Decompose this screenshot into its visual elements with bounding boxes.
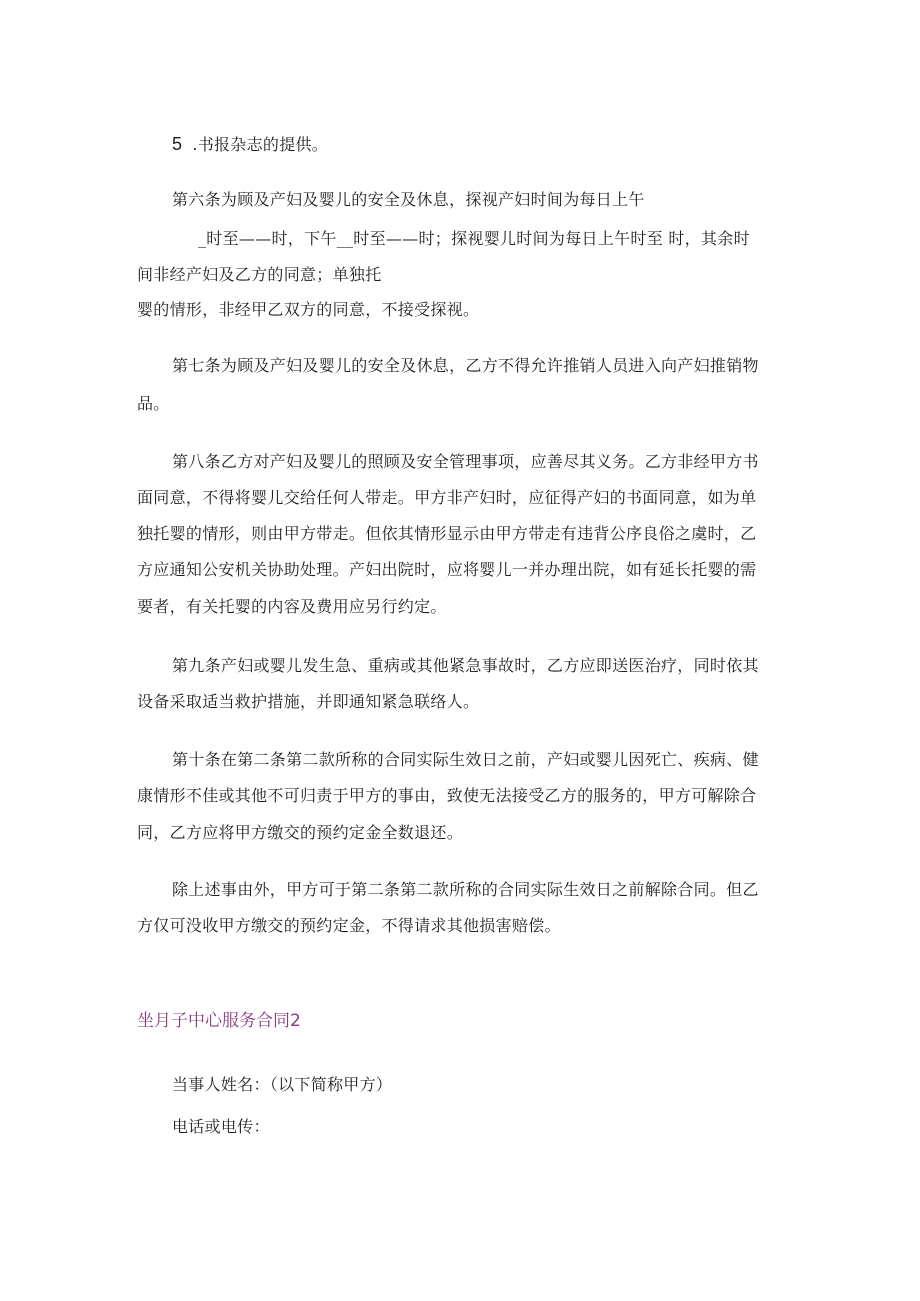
article-8-line-1: 第八条乙方对产妇及婴儿的照顾及安全管理事项，应善尽其义务。乙方非经甲方书 <box>172 452 759 471</box>
article-7-line-2: 品。 <box>137 394 170 413</box>
item-5-number: 5 <box>172 134 183 154</box>
article-7-line-1: 第七条为顾及产妇及婴儿的安全及休息，乙方不得允许推销人员进入向产妇推销物 <box>172 356 759 375</box>
article-6-line-1: 第六条为顾及产妇及婴儿的安全及休息，探视产妇时间为每日上午 <box>172 190 645 209</box>
article-8-line-3: 独托婴的情形，则由甲方带走。但依其情形显示由甲方带走有违背公序良俗之虞时，乙 <box>137 524 757 543</box>
article-8-line-2: 面同意，不得将婴儿交给任何人带走。甲方非产妇时，应征得产妇的书面同意，如为单 <box>137 488 757 507</box>
party-phone-label: 电话或电传： <box>172 1117 270 1136</box>
contract-2-heading: 坐月子中心服务合同2 <box>137 1011 301 1031</box>
article-9-line-2: 设备采取适当救护措施，并即通知紧急联络人。 <box>137 692 480 711</box>
article-8-line-5: 要者，有关托婴的内容及费用应另行约定。 <box>137 597 447 616</box>
article-8-line-4: 方应通知公安机关协助处理。产妇出院时，应将婴儿一并办理出院，如有延长托婴的需 <box>137 560 757 579</box>
article-10-line-3: 同，乙方应将甲方缴交的预约定金全数退还。 <box>137 823 464 842</box>
article-10-line-2: 康情形不佳或其他不可归责于甲方的事由，致使无法接受乙方的服务的，甲方可解除合 <box>137 786 757 805</box>
article-6-line-2: _时至——时，下午__时至——时；探视婴儿时间为每日上午时至 时，其余时 <box>198 229 750 248</box>
article-10-line-1: 第十条在第二条第二款所称的合同实际生效日之前，产妇或婴儿因死亡、疾病、健 <box>172 750 759 769</box>
item-5 <box>172 134 328 155</box>
party-name-label: 当事人姓名：（以下简称甲方） <box>172 1075 393 1094</box>
article-6-line-3: 间非经产妇及乙方的同意；单独托 <box>137 265 382 284</box>
item-5-text: .书报杂志的提供。 <box>192 135 329 154</box>
besides-line-2: 方仅可没收甲方缴交的预约定金，不得请求其他损害赔偿。 <box>137 916 561 935</box>
article-9-line-1: 第九条产妇或婴儿发生急、重病或其他紧急事故时，乙方应即送医治疗，同时依其 <box>172 656 759 675</box>
besides-line-1: 除上述事由外，甲方可于第二条第二款所称的合同实际生效日之前解除合同。但乙 <box>172 880 759 899</box>
article-6-line-4: 婴的情形，非经甲乙双方的同意，不接受探视。 <box>137 300 480 319</box>
